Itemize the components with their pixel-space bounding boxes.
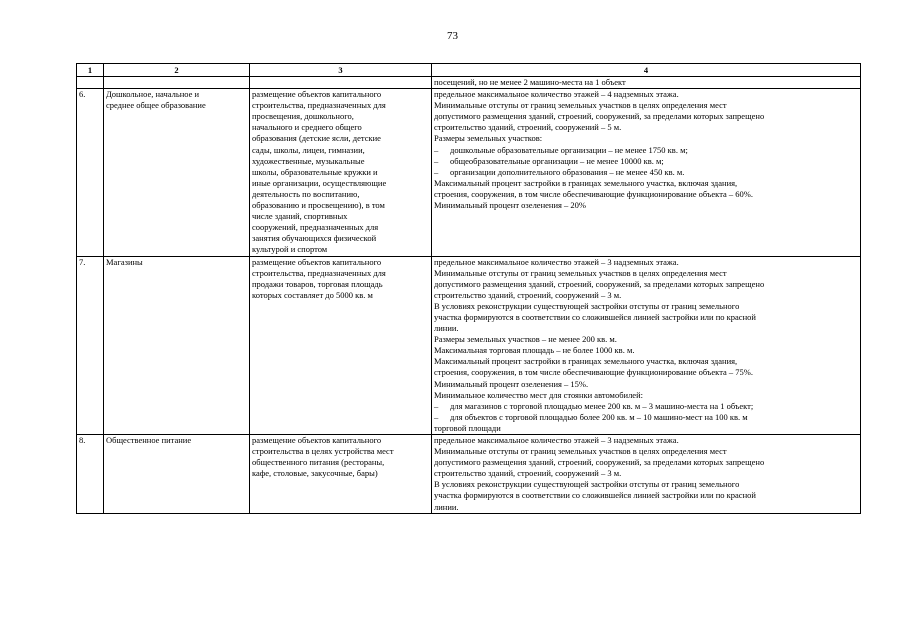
- name-line: Дошкольное, начальное и: [106, 89, 200, 100]
- param-bullet-line: [434, 156, 858, 167]
- param-bullet-text: для магазинов с торговой площадью менее 200 кв. м – 3 машино-места на 1 объект;: [450, 400, 754, 411]
- continuation-row: [77, 77, 861, 89]
- param-bullet-text: общеобразовательные организации – не менее 10000 кв. м;: [450, 155, 664, 166]
- regulations-table: [76, 63, 861, 514]
- param-line: Максимальный процент застройки в границах земельного участка, включая здания,: [434, 177, 738, 188]
- param-bullet-line: [434, 167, 858, 178]
- param-line: участка формируются в соответствии со сложившейся линией застройки или по красной: [434, 311, 756, 322]
- dash-marker: –: [434, 144, 439, 155]
- continuation-params: [432, 77, 861, 89]
- param-line: Минимальный процент озеленения – 20%: [434, 200, 586, 211]
- land-use-parameters: [432, 89, 861, 256]
- param-bullet-line: [434, 145, 858, 156]
- param-bullet-line: [434, 412, 858, 423]
- description-line: художественные, музыкальные: [252, 155, 365, 166]
- name-line: Магазины: [106, 256, 143, 267]
- param-line: Размеры земельных участков:: [434, 133, 543, 144]
- description-line: строительства, предназначенных для: [252, 267, 386, 278]
- param-line: участка формируются в соответствии со сложившейся линией застройки или по красной: [434, 490, 756, 501]
- dash-marker: –: [434, 166, 439, 177]
- param-line: строительство зданий, строений, сооружений – 3 м.: [434, 468, 622, 479]
- description-line: строительства, предназначенных для: [252, 100, 386, 111]
- description-line: размещение объектов капитального: [252, 89, 382, 100]
- param-line: посещений, но не менее 2 машино-места на 1 объект: [434, 77, 626, 87]
- land-use-description: [250, 256, 432, 435]
- description-line: кафе, столовые, закусочные, бары): [252, 468, 378, 479]
- param-line: предельное максимальное количество этажей – 4 надземных этажа.: [434, 89, 679, 100]
- description-line: образованию и просвещению), в том: [252, 200, 385, 211]
- page-number: 73: [447, 30, 458, 42]
- land-use-parameters: [432, 256, 861, 435]
- dash-marker: –: [434, 411, 439, 422]
- land-use-description: [250, 89, 432, 256]
- description-line: школы, образовательные кружки и: [252, 166, 378, 177]
- header-col-4: 4: [432, 64, 861, 77]
- param-line: линии.: [434, 323, 459, 334]
- header-col-2: 2: [104, 64, 250, 77]
- param-line: Максимальный процент застройки в границах земельного участка, включая здания,: [434, 356, 738, 367]
- row-number: 7.: [77, 256, 104, 435]
- param-bullet-text: дошкольные образовательные организации – не менее 1750 кв. м;: [450, 144, 688, 155]
- table-header-row: [77, 64, 861, 77]
- description-line: начального и среднего общего: [252, 122, 362, 133]
- land-use-name: [104, 89, 250, 256]
- param-line: строительство зданий, строений, сооружений – 5 м.: [434, 122, 622, 133]
- description-line: которых составляет до 5000 кв. м: [252, 289, 373, 300]
- param-line: Минимальные отступы от границ земельных участков в целях определения мест: [434, 100, 727, 111]
- param-line: Минимальный процент озеленения – 15%.: [434, 378, 589, 389]
- land-use-name: [104, 256, 250, 435]
- description-line: размещение объектов капитального: [252, 435, 382, 445]
- table-row: [77, 435, 861, 514]
- description-line: образования (детские ясли, детские: [252, 133, 381, 144]
- param-line: Максимальная торговая площадь – не более 1000 кв. м.: [434, 345, 635, 356]
- description-line: просвещения, дошкольного,: [252, 111, 354, 122]
- param-line: строения, сооружения, в том числе обеспечивающие функционирование объекта – 60%.: [434, 188, 753, 199]
- land-use-description: [250, 435, 432, 514]
- param-line: строения, сооружения, в том числе обеспечивающие функционирование объекта – 75%.: [434, 367, 753, 378]
- continuation-description: [250, 77, 432, 89]
- param-bullet-text: для объектов с торговой площадью более 200 кв. м – 10 машино-мест на 100 кв. м: [450, 411, 748, 422]
- row-number: 6.: [77, 89, 104, 256]
- param-bullet-line: [434, 401, 858, 412]
- description-line: продажи товаров, торговая площадь: [252, 278, 383, 289]
- description-line: занятия обучающихся физической: [252, 233, 377, 244]
- param-line: Минимальные отступы от границ земельных участков в целях определения мест: [434, 267, 727, 278]
- param-line: линии.: [434, 501, 459, 512]
- continuation-name: [104, 77, 250, 89]
- description-line: культурой и спортом: [252, 244, 328, 255]
- header-col-1: 1: [77, 64, 104, 77]
- description-line: общественного питания (рестораны,: [252, 457, 385, 468]
- description-line: деятельность по воспитанию,: [252, 188, 360, 199]
- param-line: торговой площади: [434, 422, 501, 433]
- param-line: строительство зданий, строений, сооружений – 3 м.: [434, 289, 622, 300]
- param-line: Размеры земельных участков – не менее 200 кв. м.: [434, 334, 617, 345]
- continuation-num: [77, 77, 104, 89]
- table-row: [77, 256, 861, 435]
- row-number: 8.: [77, 435, 104, 514]
- name-line: среднее общее образование: [106, 100, 206, 111]
- param-line: допустимого размещения зданий, строений, сооружений, за пределами которых запрещено: [434, 278, 765, 289]
- table-row: [77, 89, 861, 256]
- land-use-name: [104, 435, 250, 514]
- description-line: числе зданий, спортивных: [252, 211, 348, 222]
- description-line: сады, школы, лицеи, гимназии,: [252, 144, 365, 155]
- param-line: предельное максимальное количество этажей – 3 надземных этажа.: [434, 435, 679, 445]
- description-line: сооружений, предназначенных для: [252, 222, 379, 233]
- description-line: строительства в целях устройства мест: [252, 446, 394, 457]
- param-line: Минимальные отступы от границ земельных участков в целях определения мест: [434, 446, 727, 457]
- description-line: размещение объектов капитального: [252, 256, 382, 267]
- param-line: Минимальное количество мест для стоянки автомобилей:: [434, 389, 643, 400]
- param-bullet-text: организации дополнительного образования – не менее 450 кв. м.: [450, 166, 685, 177]
- param-line: В условиях реконструкции существующей застройки отступы от границ земельного: [434, 300, 740, 311]
- land-use-parameters: [432, 435, 861, 514]
- param-line: допустимого размещения зданий, строений, сооружений, за пределами которых запрещено: [434, 457, 765, 468]
- param-line: предельное максимальное количество этажей – 3 надземных этажа.: [434, 256, 679, 267]
- header-col-3: 3: [250, 64, 432, 77]
- description-line: иные организации, осуществляющие: [252, 177, 387, 188]
- dash-marker: –: [434, 155, 439, 166]
- param-line: В условиях реконструкции существующей застройки отступы от границ земельного: [434, 479, 740, 490]
- dash-marker: –: [434, 400, 439, 411]
- param-line: допустимого размещения зданий, строений, сооружений, за пределами которых запрещено: [434, 111, 765, 122]
- name-line: Общественное питание: [106, 435, 192, 445]
